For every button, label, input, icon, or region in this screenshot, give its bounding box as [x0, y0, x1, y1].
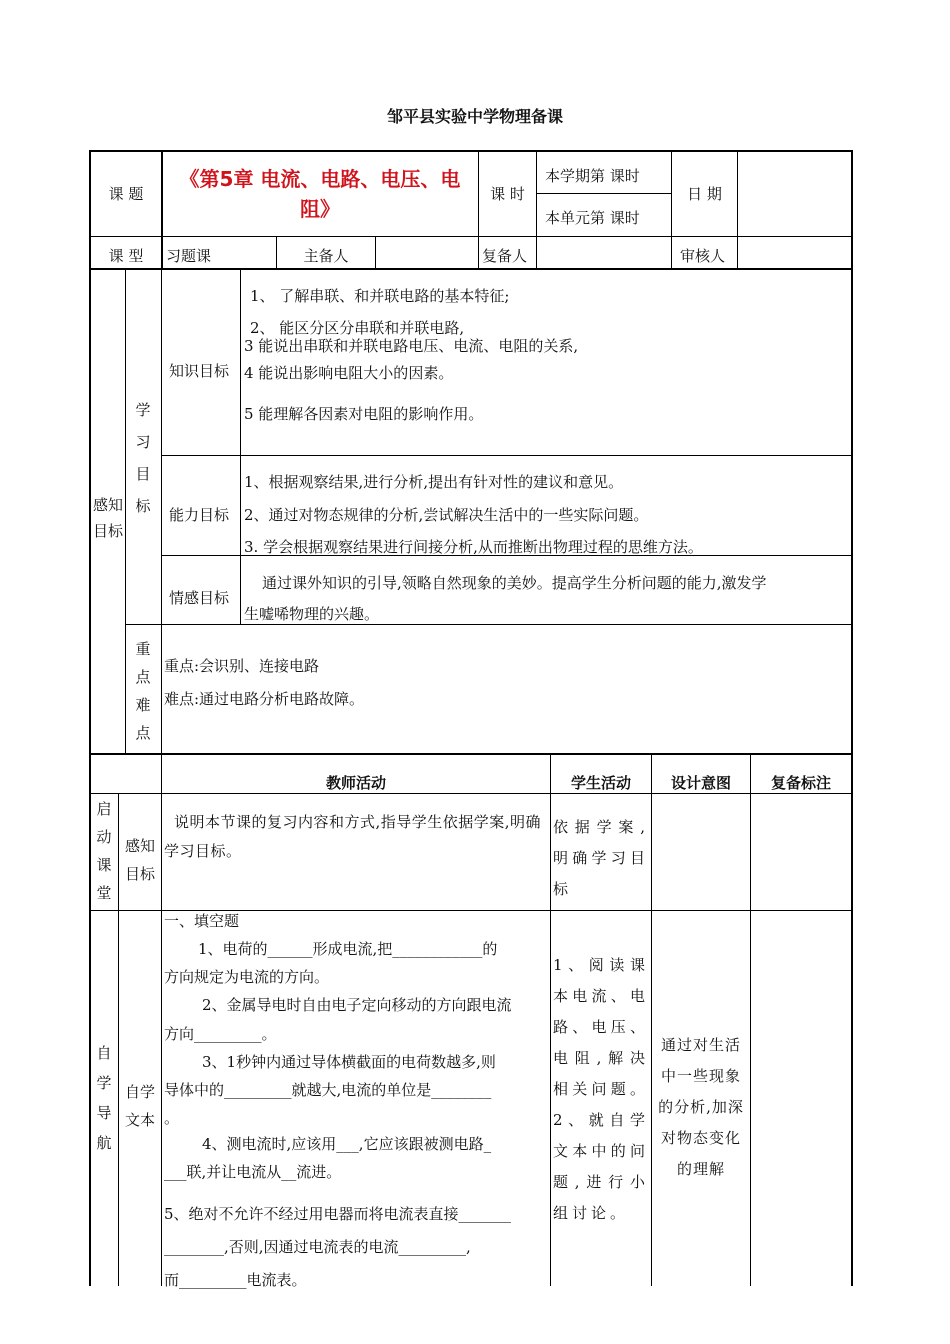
start-perception-label: 感知目标: [124, 837, 155, 883]
emotion-text: 生嘘唏物理的兴趣。: [244, 605, 380, 623]
table-rule: [161, 455, 853, 456]
key-difficult-label: 重点难点: [135, 640, 151, 742]
knowledge-goal-label: 知识目标: [169, 362, 230, 380]
self-student-activity: 1、阅读课本电流、电路、电压、电阻,解决相关问题。2、就自学文本中的问题,进行小组讨论。: [553, 956, 649, 1222]
period-label: 课 时: [490, 185, 525, 203]
review-label: 审核人: [680, 247, 726, 265]
self-design-intent: 通过对生活中一些现象的分析,加深对物态变化的理解: [658, 1036, 744, 1178]
table-rule: [240, 268, 241, 624]
type-label: 课 型: [108, 247, 144, 265]
self-study-text-label: 自学文本: [124, 1083, 155, 1129]
question-line: 4、测电流时,应该用___,它应该跟被测电路_: [202, 1135, 492, 1153]
table-rule: [125, 624, 853, 625]
start-student-activity: 依据学案,明确学习目标: [553, 818, 649, 898]
table-rule: [737, 150, 738, 268]
table-rule: [89, 268, 853, 270]
table-rule: [89, 793, 853, 794]
knowledge-item: 2、 能区分区分串联和并联电路,: [250, 319, 465, 337]
table-rule: [161, 268, 162, 754]
question-line: 3、1秒钟内通过导体横截面的电荷数越多,则: [202, 1053, 496, 1071]
ability-item: 3. 学会根据观察结果进行间接分析,从而推断出物理过程的思维方法。: [244, 538, 703, 556]
student-activity-header: 学生活动: [570, 774, 631, 792]
date-label: 日 期: [687, 185, 722, 203]
type-value: 习题课: [166, 247, 212, 265]
design-intent-header: 设计意图: [670, 774, 731, 792]
knowledge-item: 5 能理解各因素对电阻的影响作用。: [244, 405, 484, 423]
difficult-point: 难点:通过电路分析电路故障。: [164, 690, 365, 708]
table-rule: [118, 793, 119, 1286]
unit-period: 本单元第 课时: [545, 209, 640, 227]
table-border: [89, 150, 91, 1286]
perception-goal-label: 感知目标: [92, 496, 123, 540]
table-rule: [671, 150, 672, 268]
question-line: 。: [164, 1109, 180, 1127]
table-rule: [651, 753, 652, 1286]
table-rule: [161, 793, 162, 1286]
knowledge-item: 3 能说出串联和并联电路电压、电流、电阻的关系,: [244, 337, 579, 355]
emotion-goal-label: 情感目标: [169, 589, 230, 607]
table-border: [89, 150, 853, 152]
table-rule: [536, 150, 537, 268]
start-class-label: 启动课堂: [96, 800, 112, 902]
topic-value: 《第5章 电流、电路、电压、电阻》: [179, 167, 461, 221]
co-label: 复备人: [482, 247, 528, 265]
table-rule: [89, 236, 853, 237]
question-line: ________,否则,因通过电流表的电流_________,: [164, 1238, 471, 1256]
start-teacher-activity: 说明本节课的复习内容和方式,指导学生依据学案,明确学习目标。: [164, 813, 542, 860]
topic-label: 课 题: [108, 185, 144, 203]
table-rule: [89, 753, 853, 755]
question-line: ___联,并让电流从__流进。: [164, 1163, 342, 1181]
question-line: 而_________电流表。: [164, 1271, 307, 1289]
table-rule: [161, 150, 163, 268]
ability-item: 2、通过对物态规律的分析,尝试解决生活中的一些实际问题。: [244, 506, 649, 524]
question-line: 方向规定为电流的方向。: [164, 968, 330, 986]
knowledge-item: 1、 了解串联、和并联电路的基本特征;: [250, 287, 510, 305]
lead-label: 主备人: [303, 247, 349, 265]
document-title: 邹平县实验中学物理备课: [386, 107, 563, 126]
table-rule: [478, 150, 479, 268]
learning-goal-label: 学习目标: [135, 401, 151, 515]
table-rule: [550, 753, 551, 1286]
table-border: [851, 150, 853, 1286]
self-study-label: 自学导航: [96, 1044, 112, 1152]
semester-period: 本学期第 课时: [545, 167, 640, 185]
teacher-activity-header: 教师活动: [325, 774, 386, 792]
question-line: 5、绝对不允许不经过用电器而将电流表直接_______: [164, 1205, 512, 1223]
question-line: 方向_________。: [164, 1025, 277, 1043]
key-point: 重点:会识别、连接电路: [164, 657, 320, 675]
knowledge-item: 4 能说出影响电阻大小的因素。: [244, 364, 454, 382]
ability-item: 1、根据观察结果,进行分析,提出有针对性的建议和意见。: [244, 473, 624, 491]
emotion-text: 通过课外知识的引导,领略自然现象的美妙。提高学生分析问题的能力,激发学: [262, 574, 767, 592]
fill-heading: 一、填空题: [164, 912, 240, 930]
table-rule: [750, 753, 751, 1286]
question-line: 1、电荷的______形成电流,把____________的: [198, 940, 498, 958]
question-line: 导体中的_________就越大,电流的单位是________: [164, 1081, 492, 1099]
table-rule: [536, 193, 671, 194]
table-rule: [375, 236, 376, 268]
review-note-header: 复备标注: [770, 774, 831, 792]
ability-goal-label: 能力目标: [169, 506, 230, 524]
question-line: 2、金属导电时自由电子定向移动的方向跟电流: [202, 996, 512, 1014]
